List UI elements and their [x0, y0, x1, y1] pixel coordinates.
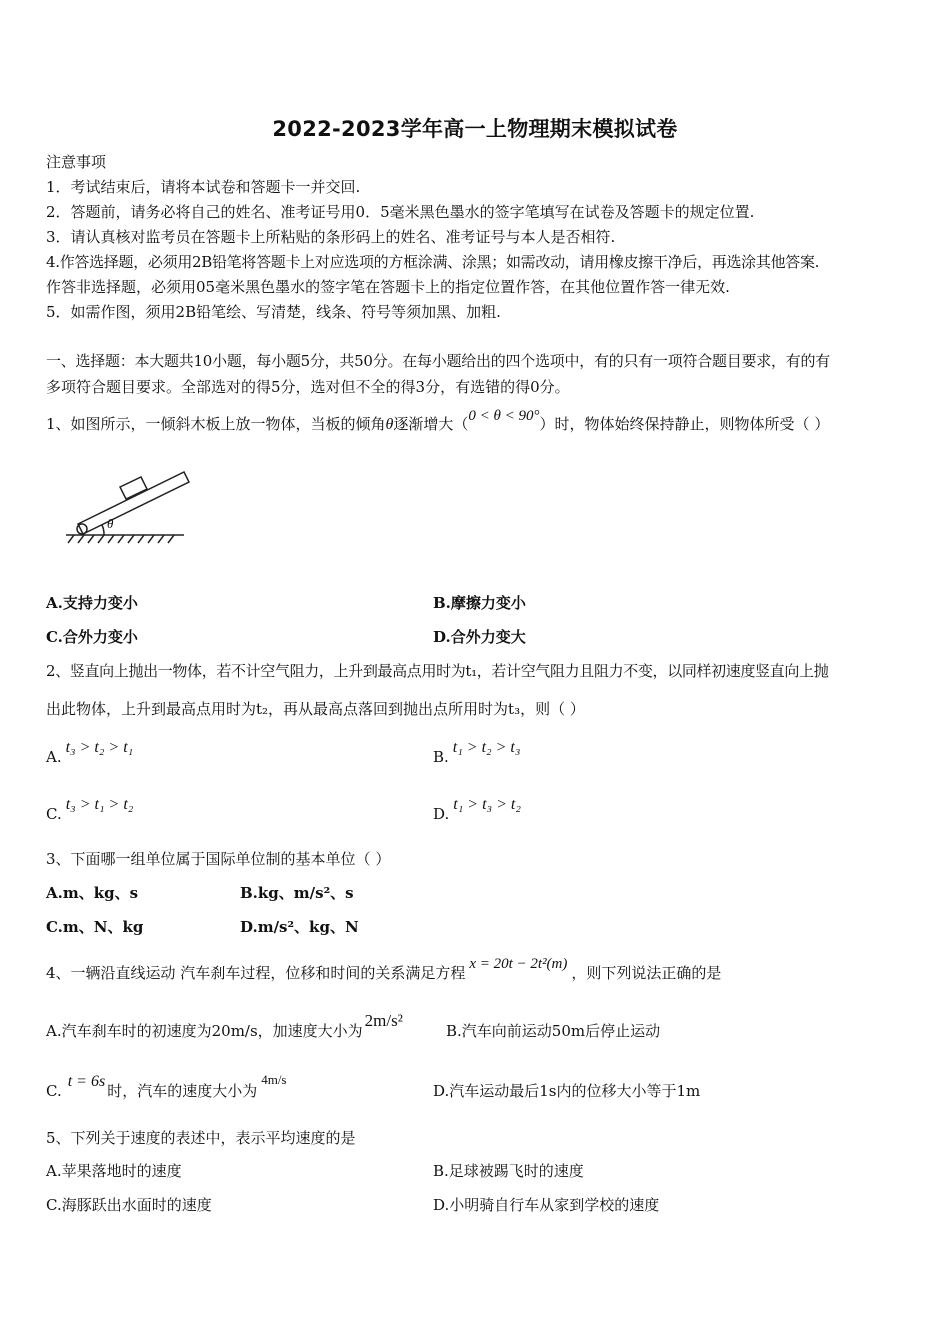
section-instructions: 多项符合题目要求。全部选对的得5分，选对但不全的得3分，有选错的得0分。 [46, 378, 570, 396]
option-d: D.小明骑自行车从家到学校的速度 [433, 1196, 660, 1214]
option-d: D.t₁ > t₃ > t₂ [433, 796, 521, 823]
notice-item: 1．考试结束后，请将本试卷和答题卡一并交回. [46, 178, 361, 196]
option-a: A.t₃ > t₂ > t₁ [46, 739, 134, 766]
question-2-stem: 出此物体，上升到最高点用时为t₂，再从最高点落回到抛出点所用时为t₃，则（ ） [46, 700, 585, 718]
option-b: B.汽车向前运动50m后停止运动 [446, 1022, 661, 1040]
option-a: A.汽车刹车时的初速度为20m/s，加速度大小为2m/s² [46, 1011, 403, 1040]
option-b: B.kg、m/s²、s [240, 884, 354, 902]
option-d: D.m/s²、kg、N [240, 918, 359, 936]
question-5-stem: 5、下列关于速度的表述中，表示平均速度的是 [46, 1129, 356, 1147]
option-b: B.t₁ > t₂ > t₃ [433, 739, 521, 766]
option-c: C.海豚跃出水面时的速度 [46, 1196, 212, 1214]
option-d: D.合外力变大 [433, 628, 526, 646]
notice-item: 5．如需作图，须用2B铅笔绘、写清楚，线条、符号等须加黑、加粗. [46, 303, 501, 321]
option-b: B.摩擦力变小 [433, 594, 526, 612]
option-a: A.苹果落地时的速度 [46, 1162, 182, 1180]
option-c: C.合外力变小 [46, 628, 138, 646]
notice-item: 2．答题前，请务必将自己的姓名、准考证号用0．5毫米黑色墨水的签字笔填写在试卷及答题卡的规定位置. [46, 203, 755, 221]
notice-heading: 注意事项 [46, 153, 107, 171]
notice-item: 3．请认真核对监考员在答题卡上所粘贴的条形码上的姓名、准考证号与本人是否相符. [46, 228, 616, 246]
section-instructions: 一、选择题：本大题共10小题，每小题5分，共50分。在每小题给出的四个选项中，有的只有一项符合题目要求，有的有 [46, 352, 830, 370]
option-d: D.汽车运动最后1s内的位移大小等于1m [433, 1082, 701, 1100]
option-c: C.t₃ > t₁ > t₂ [46, 796, 134, 823]
option-a: A.m、kg、s [46, 884, 139, 902]
option-c: C.t = 6s时，汽车的速度大小为4m/s [46, 1072, 287, 1100]
option-a: A.支持力变小 [46, 594, 138, 612]
inclined-board-figure [60, 462, 190, 546]
angle-label: θ [107, 516, 114, 531]
question-1-stem: 1、如图所示，一倾斜木板上放一物体，当板的倾角θ逐渐增大（0 < θ < 90°）时，物体始终保持静止，则物体所受（ ） [46, 408, 830, 433]
question-4-stem: 4、一辆沿直线运动 汽车刹车过程，位移和时间的关系满足方程 x = 20t − 2t²(m) ，则下列说法正确的是 [46, 956, 722, 982]
question-2-stem: 2、竖直向上抛出一物体，若不计空气阻力，上升到最高点用时为t₁，若计空气阻力且阻力不变，以同样初速度竖直向上抛 [46, 662, 829, 680]
option-b: B.足球被踢飞时的速度 [433, 1162, 584, 1180]
notice-item: 4.作答选择题，必须用2B铅笔将答题卡上对应选项的方框涂满、涂黑；如需改动，请用橡皮擦干净后，再选涂其他答案. [46, 253, 820, 271]
question-3-stem: 3、下面哪一组单位属于国际单位制的基本单位（ ） [46, 850, 391, 868]
notice-item: 作答非选择题，必须用05毫米黑色墨水的签字笔在答题卡上的指定位置作答，在其他位置作答一律无效. [46, 278, 730, 296]
option-c: C.m、N、kg [46, 918, 144, 936]
page-title: 2022-2023学年高一上物理期末模拟试卷 [272, 117, 678, 141]
